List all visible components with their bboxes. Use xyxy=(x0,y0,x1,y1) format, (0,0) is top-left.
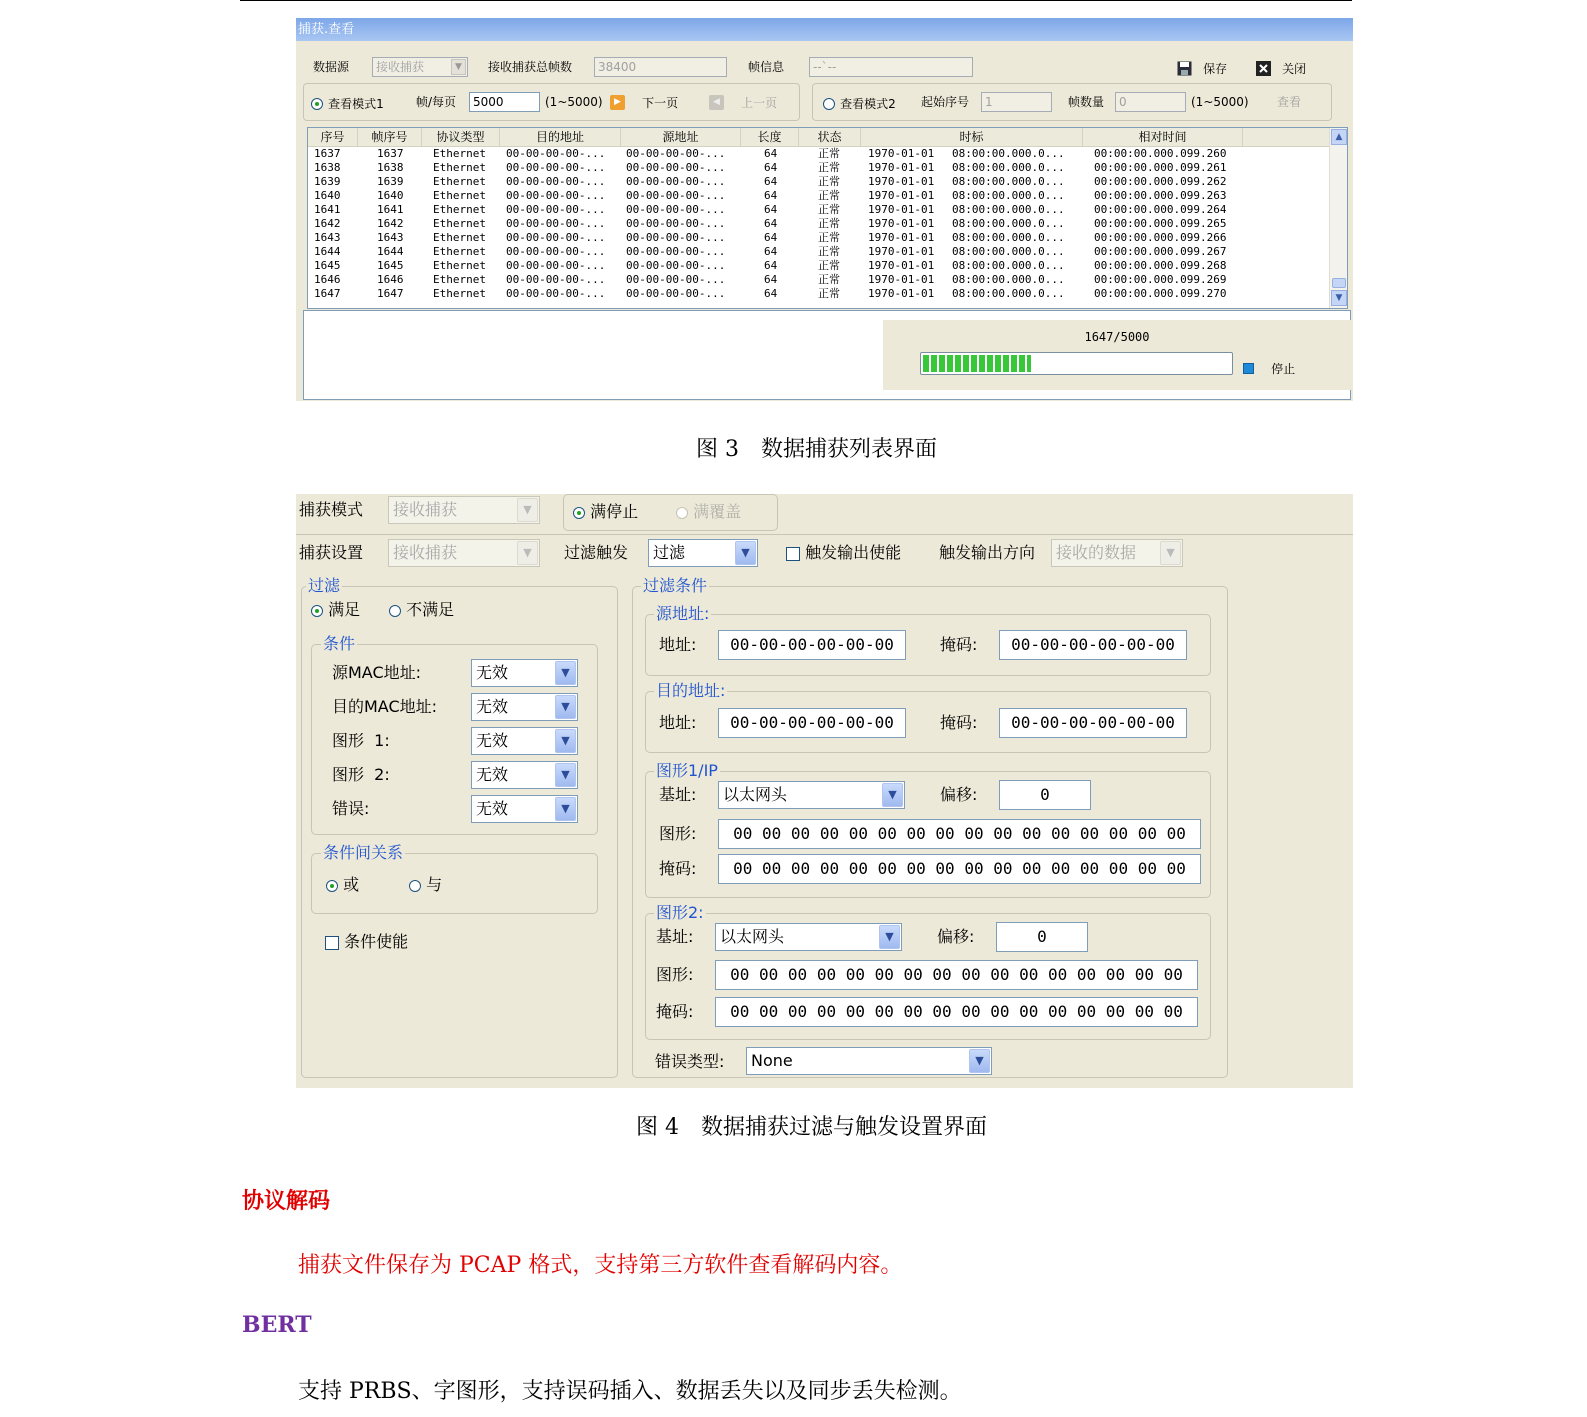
cell-ts-time: 08:00:00.000.0... xyxy=(952,217,1065,230)
cell-status: 正常 xyxy=(818,203,840,216)
cell-dst: 00-00-00-00-... xyxy=(506,161,606,174)
view-button[interactable]: 查看 xyxy=(1277,95,1302,109)
cell-length: 64 xyxy=(764,287,778,300)
pattern2-base-select[interactable] xyxy=(715,923,902,951)
cell-proto: Ethernet xyxy=(433,147,486,160)
cell-reltime: 00:00:00.000.099.261 xyxy=(1094,161,1227,174)
src-addr-label: 地址: xyxy=(659,635,697,654)
cell-src: 00-00-00-00-... xyxy=(626,175,726,188)
capture-settings-select[interactable] xyxy=(388,539,540,567)
frame-table xyxy=(307,127,1348,309)
cell-seq: 1637 xyxy=(314,147,341,160)
condition-label: 源MAC地址: xyxy=(332,663,422,682)
pattern1-title: 图形1/IP xyxy=(656,761,718,780)
cell-seq: 1642 xyxy=(314,217,341,230)
cell-ts-date: 1970-01-01 xyxy=(868,175,935,188)
condition-label: 错误: xyxy=(332,799,370,818)
condition-label: 图形 1: xyxy=(332,731,390,750)
stop-label: 停止 xyxy=(1271,362,1296,376)
cell-ts-date: 1970-01-01 xyxy=(868,161,935,174)
dst-mask-label: 掩码: xyxy=(940,713,978,732)
pattern2-base-value: 以太网头 xyxy=(720,927,785,946)
and-radio[interactable] xyxy=(409,875,442,895)
table-row[interactable] xyxy=(308,287,1322,301)
cell-status: 正常 xyxy=(818,189,840,202)
cell-reltime: 00:00:00.000.099.268 xyxy=(1094,259,1227,272)
capture-mode-select[interactable] xyxy=(388,496,540,524)
frame-info-label: 帧信息 xyxy=(748,60,785,74)
condition-select[interactable] xyxy=(471,727,578,755)
table-row[interactable] xyxy=(308,161,1322,175)
mode2-label: 查看模式2 xyxy=(840,97,896,111)
cell-reltime: 00:00:00.000.099.267 xyxy=(1094,245,1227,258)
per-page-label: 帧/每页 xyxy=(416,95,457,109)
not-satisfy-label: 不满足 xyxy=(406,600,455,619)
chevron-down-icon: ▼ xyxy=(517,541,538,565)
full-overwrite-label: 满覆盖 xyxy=(693,502,742,521)
cell-length: 64 xyxy=(764,273,778,286)
condition-select[interactable] xyxy=(471,659,578,687)
col-header-dst[interactable]: 目的地址 xyxy=(500,128,621,147)
cell-length: 64 xyxy=(764,175,778,188)
frame-count-label: 帧数量 xyxy=(1068,95,1105,109)
cell-status: 正常 xyxy=(818,231,840,244)
cell-frame: 1645 xyxy=(377,259,404,272)
cell-status: 正常 xyxy=(818,287,840,300)
cell-ts-date: 1970-01-01 xyxy=(868,231,935,244)
progress-panel xyxy=(883,320,1351,390)
src-mask-input[interactable]: 00-00-00-00-00-00 xyxy=(999,630,1187,660)
cell-ts-time: 08:00:00.000.0... xyxy=(952,287,1065,300)
save-icon xyxy=(1177,61,1192,76)
prev-page-button[interactable] xyxy=(709,92,777,110)
error-type-value: None xyxy=(751,1051,793,1070)
cell-proto: Ethernet xyxy=(433,189,486,202)
table-row[interactable] xyxy=(308,259,1322,273)
chevron-down-icon: ▼ xyxy=(517,498,538,522)
section-heading-decode: 协议解码 xyxy=(242,1188,331,1214)
radio-selected-icon xyxy=(573,507,585,519)
capture-view-window xyxy=(296,18,1353,401)
cell-seq: 1640 xyxy=(314,189,341,202)
full-stop-label: 满停止 xyxy=(590,502,639,521)
cell-seq: 1646 xyxy=(314,273,341,286)
section-text-decode: 捕获文件保存为 PCAP 格式，支持第三方软件查看解码内容。 xyxy=(298,1253,903,1278)
table-row[interactable] xyxy=(308,203,1322,217)
condition-select[interactable] xyxy=(471,795,578,823)
cell-seq: 1645 xyxy=(314,259,341,272)
cell-ts-time: 08:00:00.000.0... xyxy=(952,259,1065,272)
chevron-down-icon: ▼ xyxy=(451,59,466,75)
pattern1-offset-input[interactable]: 0 xyxy=(999,780,1091,810)
progress-bar xyxy=(920,352,1233,375)
cell-proto: Ethernet xyxy=(433,217,486,230)
condition-label: 目的MAC地址: xyxy=(332,697,438,716)
section-text-bert: 支持 PRBS、字图形，支持误码插入、数据丢失以及同步丢失检测。 xyxy=(298,1379,962,1404)
radio-unselected-icon xyxy=(409,880,421,892)
capture-mode-value: 接收捕获 xyxy=(393,500,458,519)
col-header-status[interactable]: 状态 xyxy=(799,128,861,147)
cell-ts-time: 08:00:00.000.0... xyxy=(952,175,1065,188)
prev-page-icon: ◀ xyxy=(709,95,724,110)
table-row[interactable] xyxy=(308,245,1322,259)
cell-reltime: 00:00:00.000.099.270 xyxy=(1094,287,1227,300)
condition-select[interactable] xyxy=(471,693,578,721)
cell-dst: 00-00-00-00-... xyxy=(506,217,606,230)
pattern1-mask-label: 掩码: xyxy=(659,859,697,878)
cell-dst: 00-00-00-00-... xyxy=(506,203,606,216)
cell-status: 正常 xyxy=(818,245,840,258)
capture-mode-label: 捕获模式 xyxy=(299,500,364,519)
filter-cond-title: 过滤条件 xyxy=(643,576,708,595)
close-button[interactable] xyxy=(1256,58,1306,76)
cell-proto: Ethernet xyxy=(433,175,486,188)
data-source-select[interactable] xyxy=(372,57,468,77)
pattern2-offset-label: 偏移: xyxy=(937,927,975,946)
cell-frame: 1646 xyxy=(377,273,404,286)
col-header-proto[interactable]: 协议类型 xyxy=(422,128,500,147)
table-row[interactable] xyxy=(308,147,1322,161)
next-page-button[interactable] xyxy=(610,92,678,110)
cell-proto: Ethernet xyxy=(433,273,486,286)
condition-enable-checkbox[interactable] xyxy=(325,932,408,952)
pattern1-offset-label: 偏移: xyxy=(940,785,978,804)
pattern2-pattern-label: 图形: xyxy=(656,965,694,984)
cell-length: 64 xyxy=(764,161,778,174)
cell-status: 正常 xyxy=(818,161,840,174)
figure4-caption: 图 4 数据捕获过滤与触发设置界面 xyxy=(636,1115,987,1140)
cell-ts-time: 08:00:00.000.0... xyxy=(952,203,1065,216)
cell-frame: 1637 xyxy=(377,147,404,160)
per-page-input[interactable]: 5000 xyxy=(469,92,540,112)
prev-page-label: 上一页 xyxy=(741,96,778,110)
cell-reltime: 00:00:00.000.099.260 xyxy=(1094,147,1227,160)
data-source-value: 接收捕获 xyxy=(376,60,425,74)
cell-src: 00-00-00-00-... xyxy=(626,147,726,160)
cell-ts-date: 1970-01-01 xyxy=(868,273,935,286)
cell-seq: 1643 xyxy=(314,231,341,244)
filter-trigger-label: 过滤触发 xyxy=(564,543,629,562)
col-header-timestamp[interactable]: 时标 xyxy=(861,128,1083,147)
not-satisfy-radio[interactable] xyxy=(389,600,454,620)
cell-src: 00-00-00-00-... xyxy=(626,217,726,230)
cell-dst: 00-00-00-00-... xyxy=(506,231,606,244)
figure3-caption: 图 3 数据捕获列表界面 xyxy=(696,437,937,462)
cell-dst: 00-00-00-00-... xyxy=(506,189,606,202)
cell-frame: 1639 xyxy=(377,175,404,188)
trigger-output-dir-select[interactable] xyxy=(1051,539,1183,567)
radio-unselected-icon xyxy=(676,507,688,519)
cell-ts-time: 08:00:00.000.0... xyxy=(952,231,1065,244)
cell-seq: 1639 xyxy=(314,175,341,188)
cell-ts-date: 1970-01-01 xyxy=(868,203,935,216)
radio-selected-icon xyxy=(311,605,323,617)
scroll-down-icon[interactable]: ▼ xyxy=(1331,290,1347,306)
cell-ts-date: 1970-01-01 xyxy=(868,189,935,202)
src-mask-label: 掩码: xyxy=(940,635,978,654)
pattern1-pattern-input[interactable]: 00 00 00 00 00 00 00 00 00 00 00 00 00 00 00 00 xyxy=(718,819,1201,849)
cell-frame: 1638 xyxy=(377,161,404,174)
cell-ts-time: 08:00:00.000.0... xyxy=(952,161,1065,174)
filter-trigger-window xyxy=(296,494,1353,1088)
or-label: 或 xyxy=(343,875,360,894)
pattern1-pattern-label: 图形: xyxy=(659,824,697,843)
cell-ts-date: 1970-01-01 xyxy=(868,147,935,160)
cell-frame: 1640 xyxy=(377,189,404,202)
close-label: 关闭 xyxy=(1282,62,1307,76)
scroll-thumb[interactable] xyxy=(1332,278,1346,288)
radio-selected-icon xyxy=(311,98,323,110)
cell-ts-date: 1970-01-01 xyxy=(868,259,935,272)
frame-info-field: --`-- xyxy=(809,57,973,77)
cell-ts-time: 08:00:00.000.0... xyxy=(952,273,1065,286)
cell-frame: 1643 xyxy=(377,231,404,244)
save-label: 保存 xyxy=(1203,62,1228,76)
pattern2-offset-input[interactable]: 0 xyxy=(996,922,1088,952)
mode1-label: 查看模式1 xyxy=(328,97,384,111)
mode1-radio[interactable] xyxy=(311,93,384,111)
cell-reltime: 00:00:00.000.099.262 xyxy=(1094,175,1227,188)
condition-value: 无效 xyxy=(476,799,509,818)
dst-addr-input[interactable]: 00-00-00-00-00-00 xyxy=(718,708,906,738)
relation-title: 条件间关系 xyxy=(323,843,404,862)
cell-src: 00-00-00-00-... xyxy=(626,203,726,216)
cell-src: 00-00-00-00-... xyxy=(626,273,726,286)
pattern2-base-label: 基址: xyxy=(656,927,694,946)
trigger-output-dir-value: 接收的数据 xyxy=(1056,543,1137,562)
next-page-label: 下一页 xyxy=(642,96,679,110)
frame-count-field: 0 xyxy=(1115,92,1186,112)
cell-status: 正常 xyxy=(818,147,840,160)
cell-proto: Ethernet xyxy=(433,287,486,300)
close-icon xyxy=(1256,61,1271,76)
col-header-src[interactable]: 源地址 xyxy=(621,128,741,147)
radio-unselected-icon xyxy=(823,98,835,110)
pattern2-pattern-input[interactable]: 00 00 00 00 00 00 00 00 00 00 00 00 00 00 00 00 xyxy=(715,960,1198,990)
condition-value: 无效 xyxy=(476,663,509,682)
cell-ts-time: 08:00:00.000.0... xyxy=(952,189,1065,202)
frame-count-range: (1~5000) xyxy=(1191,95,1249,109)
cell-reltime: 00:00:00.000.099.265 xyxy=(1094,217,1227,230)
condition-value: 无效 xyxy=(476,765,509,784)
cell-status: 正常 xyxy=(818,175,840,188)
table-row[interactable] xyxy=(308,231,1322,245)
cell-length: 64 xyxy=(764,147,778,160)
data-source-label: 数据源 xyxy=(313,60,350,74)
condition-label: 图形 2: xyxy=(332,765,390,784)
cell-length: 64 xyxy=(764,217,778,230)
cell-status: 正常 xyxy=(818,273,840,286)
col-header-frame[interactable]: 帧序号 xyxy=(358,128,422,147)
cell-proto: Ethernet xyxy=(433,259,486,272)
condition-enable-label: 条件使能 xyxy=(344,932,409,951)
cell-seq: 1644 xyxy=(314,245,341,258)
and-label: 与 xyxy=(426,875,443,894)
dst-title: 目的地址: xyxy=(656,681,726,700)
cell-reltime: 00:00:00.000.099.263 xyxy=(1094,189,1227,202)
pattern1-base-label: 基址: xyxy=(659,785,697,804)
filter-trigger-value: 过滤 xyxy=(653,543,686,562)
table-scrollbar[interactable] xyxy=(1329,128,1347,308)
trigger-output-dir-label: 触发输出方向 xyxy=(939,543,1036,562)
pattern1-base-select[interactable] xyxy=(718,781,905,809)
chevron-down-icon: ▼ xyxy=(555,763,576,787)
start-seq-label: 起始序号 xyxy=(921,95,970,109)
chevron-down-icon: ▼ xyxy=(555,797,576,821)
pattern2-mask-input[interactable]: 00 00 00 00 00 00 00 00 00 00 00 00 00 00 00 00 xyxy=(715,997,1198,1027)
cell-frame: 1642 xyxy=(377,217,404,230)
progress-fill xyxy=(923,355,1031,372)
table-row[interactable] xyxy=(308,273,1322,287)
pattern2-title: 图形2: xyxy=(656,903,704,922)
col-header-empty xyxy=(1243,128,1331,147)
section-heading-bert: BERT xyxy=(242,1312,312,1338)
cell-ts-time: 08:00:00.000.0... xyxy=(952,245,1065,258)
satisfy-radio[interactable] xyxy=(311,600,360,620)
col-header-length[interactable]: 长度 xyxy=(741,128,799,147)
cell-seq: 1638 xyxy=(314,161,341,174)
start-seq-field: 1 xyxy=(981,92,1052,112)
stop-icon xyxy=(1243,363,1254,374)
cell-src: 00-00-00-00-... xyxy=(626,245,726,258)
cell-frame: 1647 xyxy=(377,287,404,300)
cell-dst: 00-00-00-00-... xyxy=(506,245,606,258)
cell-dst: 00-00-00-00-... xyxy=(506,287,606,300)
cell-seq: 1647 xyxy=(314,287,341,300)
pattern1-mask-input[interactable]: 00 00 00 00 00 00 00 00 00 00 00 00 00 00 00 00 xyxy=(718,854,1201,884)
cell-length: 64 xyxy=(764,245,778,258)
cell-length: 64 xyxy=(764,203,778,216)
cell-reltime: 00:00:00.000.099.264 xyxy=(1094,203,1227,216)
cell-src: 00-00-00-00-... xyxy=(626,189,726,202)
chevron-down-icon: ▼ xyxy=(1160,541,1181,565)
chevron-down-icon: ▼ xyxy=(555,729,576,753)
progress-text: 1647/5000 xyxy=(1084,330,1150,344)
trigger-output-enable-label: 触发输出使能 xyxy=(805,543,902,562)
pattern2-mask-label: 掩码: xyxy=(656,1002,694,1021)
stop-button[interactable] xyxy=(1243,358,1296,376)
cell-status: 正常 xyxy=(818,217,840,230)
cell-dst: 00-00-00-00-... xyxy=(506,175,606,188)
cell-status: 正常 xyxy=(818,259,840,272)
cell-dst: 00-00-00-00-... xyxy=(506,259,606,272)
col-header-reltime[interactable]: 相对时间 xyxy=(1083,128,1243,147)
mode2-radio[interactable] xyxy=(823,93,896,111)
cell-ts-date: 1970-01-01 xyxy=(868,217,935,230)
full-stop-radio[interactable] xyxy=(573,502,638,522)
cell-proto: Ethernet xyxy=(433,231,486,244)
src-addr-input[interactable]: 00-00-00-00-00-00 xyxy=(718,630,906,660)
checkbox-icon xyxy=(786,547,800,561)
error-type-label: 错误类型: xyxy=(655,1052,725,1071)
cell-proto: Ethernet xyxy=(433,161,486,174)
src-title: 源地址: xyxy=(656,604,710,623)
cell-src: 00-00-00-00-... xyxy=(626,161,726,174)
table-row[interactable] xyxy=(308,189,1322,203)
full-overwrite-radio[interactable] xyxy=(676,502,741,522)
cell-src: 00-00-00-00-... xyxy=(626,287,726,300)
window-title: 捕获.查看 xyxy=(296,18,1353,41)
col-header-seq[interactable]: 序号 xyxy=(308,128,358,147)
condition-select[interactable] xyxy=(471,761,578,789)
per-page-range: (1~5000) xyxy=(545,95,603,109)
cell-proto: Ethernet xyxy=(433,203,486,216)
cell-frame: 1641 xyxy=(377,203,404,216)
top-rule xyxy=(240,0,1352,1)
total-frames-label: 接收捕获总帧数 xyxy=(488,60,573,74)
chevron-down-icon: ▼ xyxy=(555,695,576,719)
next-page-icon: ▶ xyxy=(610,95,625,110)
cell-src: 00-00-00-00-... xyxy=(626,259,726,272)
cell-frame: 1644 xyxy=(377,245,404,258)
condition-value: 无效 xyxy=(476,697,509,716)
cell-src: 00-00-00-00-... xyxy=(626,231,726,244)
cell-proto: Ethernet xyxy=(433,245,486,258)
radio-unselected-icon xyxy=(389,605,401,617)
cell-dst: 00-00-00-00-... xyxy=(506,147,606,160)
condition-value: 无效 xyxy=(476,731,509,750)
save-button[interactable] xyxy=(1177,58,1227,76)
chevron-down-icon: ▼ xyxy=(735,541,756,565)
pattern1-base-value: 以太网头 xyxy=(723,785,788,804)
cell-reltime: 00:00:00.000.099.269 xyxy=(1094,273,1227,286)
chevron-down-icon: ▼ xyxy=(879,925,900,949)
table-row[interactable] xyxy=(308,175,1322,189)
cell-length: 64 xyxy=(764,259,778,272)
checkbox-icon xyxy=(325,936,339,950)
dst-mask-input[interactable]: 00-00-00-00-00-00 xyxy=(999,708,1187,738)
capture-settings-value: 接收捕获 xyxy=(393,543,458,562)
cell-seq: 1641 xyxy=(314,203,341,216)
table-row[interactable] xyxy=(308,217,1322,231)
dst-addr-label: 地址: xyxy=(659,713,697,732)
error-type-select[interactable] xyxy=(746,1047,992,1075)
total-frames-field: 38400 xyxy=(594,57,727,77)
or-radio[interactable] xyxy=(326,875,359,895)
chevron-down-icon: ▼ xyxy=(555,661,576,685)
satisfy-label: 满足 xyxy=(328,600,361,619)
divider xyxy=(296,534,1353,535)
cell-reltime: 00:00:00.000.099.266 xyxy=(1094,231,1227,244)
table-rows xyxy=(308,147,1322,301)
radio-selected-icon xyxy=(326,880,338,892)
filter-trigger-select[interactable] xyxy=(648,539,758,567)
cell-length: 64 xyxy=(764,231,778,244)
filter-group-title: 过滤 xyxy=(308,576,341,595)
capture-settings-label: 捕获设置 xyxy=(299,543,364,562)
cell-dst: 00-00-00-00-... xyxy=(506,273,606,286)
trigger-output-enable-checkbox[interactable] xyxy=(786,543,901,563)
cell-ts-date: 1970-01-01 xyxy=(868,287,935,300)
cell-ts-time: 08:00:00.000.0... xyxy=(952,147,1065,160)
chevron-down-icon: ▼ xyxy=(882,783,903,807)
cell-length: 64 xyxy=(764,189,778,202)
scroll-up-icon[interactable]: ▲ xyxy=(1331,129,1347,145)
conditions-title: 条件 xyxy=(323,634,356,653)
cell-ts-date: 1970-01-01 xyxy=(868,245,935,258)
chevron-down-icon: ▼ xyxy=(969,1049,990,1073)
